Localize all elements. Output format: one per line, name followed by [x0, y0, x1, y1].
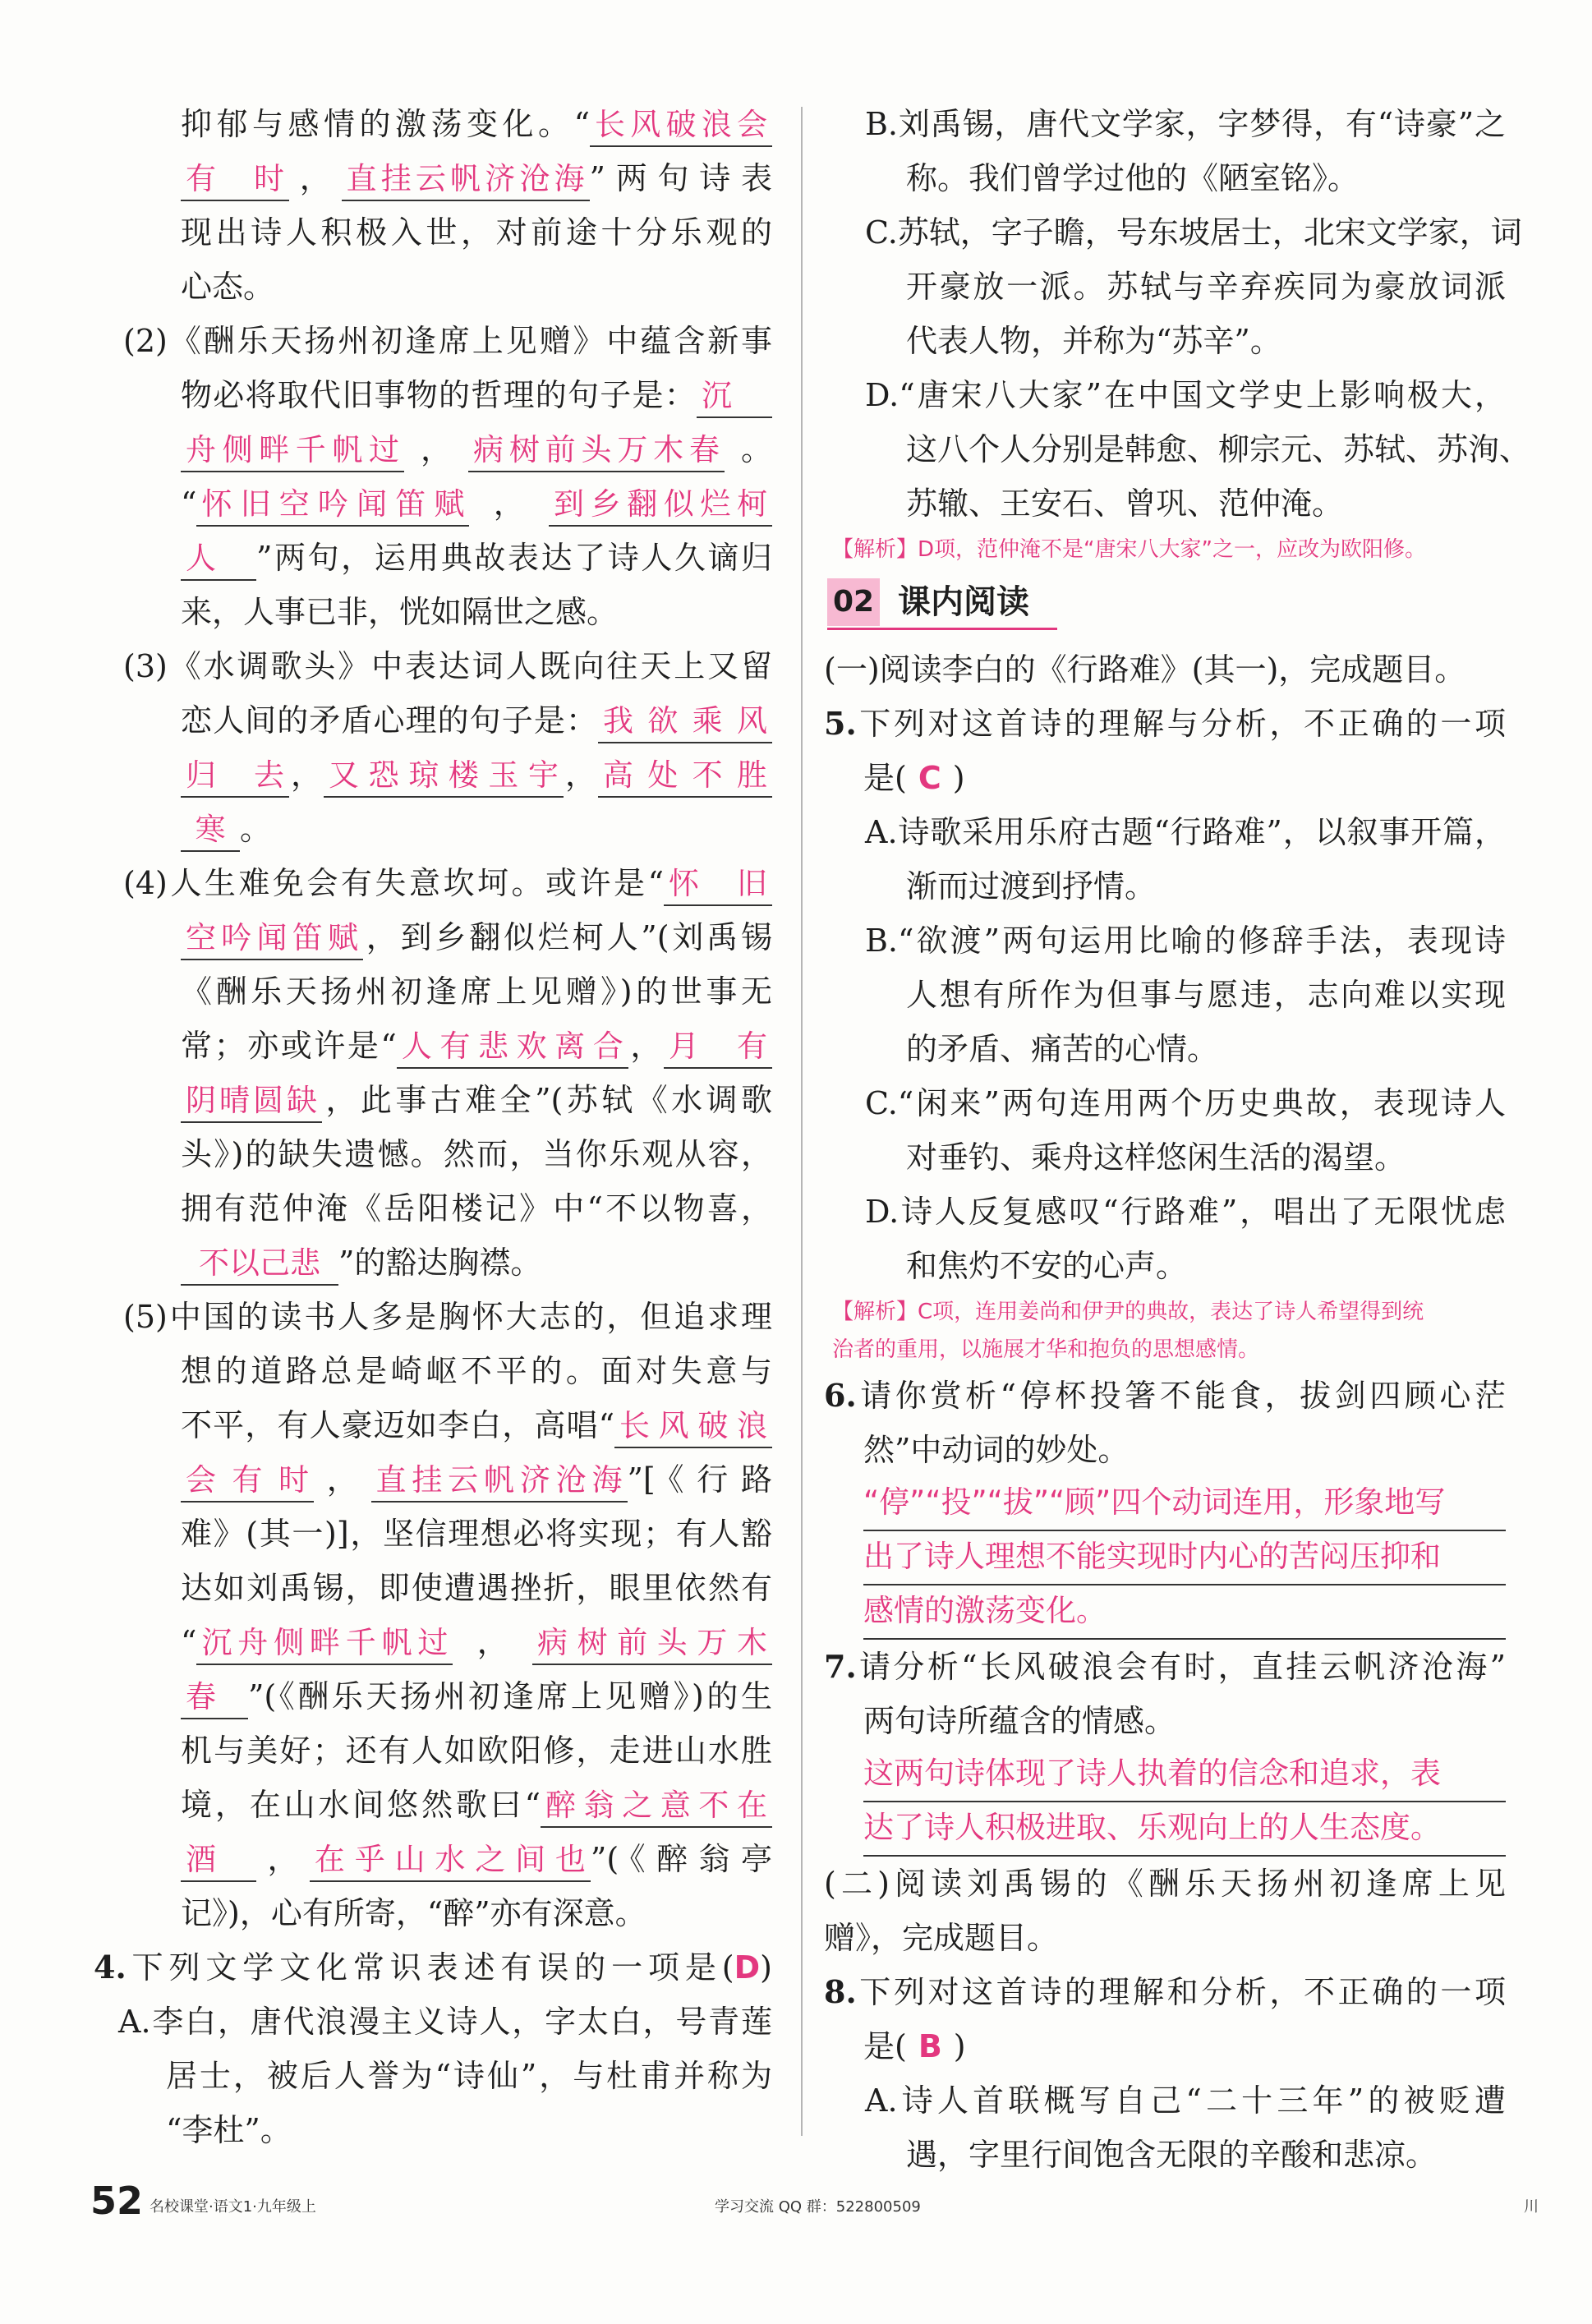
text-line: 这八个人分别是韩愈、柳宗元、苏轼、苏洵、: [906, 431, 1531, 467]
text-line: 人想有所作为但事与愿违，志向难以实现: [906, 977, 1506, 1013]
question-4: 4.下列文学文化常识表述有误的一项是(D): [94, 1949, 772, 1986]
answer-blank: 长风破浪: [614, 1406, 772, 1448]
text-line: “李杜”。: [166, 2112, 292, 2148]
analysis-note: 治者的重用，以施展才华和抱负的思想感情。: [832, 1337, 1260, 1362]
text-line: 然”中动词的妙处。: [863, 1432, 1130, 1468]
text-line: 头》)的缺失遗憾。然而，当你乐观从容，: [181, 1136, 772, 1172]
text-line: “ 沉舟侧畔千帆过 ， 病树前头万木: [123, 1615, 772, 1669]
section-header: [824, 572, 1506, 637]
text-line: 《酬乐天扬州初逢席上见赠》)的世事无: [181, 973, 772, 1010]
answer-blank: 醉翁之意不在: [541, 1785, 772, 1828]
text-line: 和焦灼不安的心声。: [906, 1248, 1188, 1284]
text-line: 开豪放一派。苏轼与辛弃疾同为豪放词派: [906, 269, 1506, 305]
section-number: 02: [827, 578, 880, 626]
option-c: C.“闲来”两句连用两个历史典故，表现诗人: [865, 1085, 1506, 1121]
question-5: 5.下列对这首诗的理解与分析，不正确的一项: [824, 705, 1506, 742]
text-line: 称。我们曾学过他的《陋室铭》。: [906, 160, 1360, 196]
text-line: 两句诗所蕴含的情感。: [863, 1703, 1176, 1739]
text-line: 来，人事已非，恍如隔世之感。: [181, 594, 619, 630]
answer-blank: 不以己悲: [181, 1243, 338, 1286]
answer-blank: 又恐琼楼玉宇: [324, 755, 564, 798]
question-8: 8.下列对这首诗的理解和分析，不正确的一项: [824, 1973, 1506, 2010]
text-line: “ 怀旧空吟闻笛赋 ， 到乡翻似烂柯: [123, 476, 772, 531]
question-6: 6.请你赏析“停杯投箸不能食，拔剑四顾心茫: [824, 1377, 1506, 1414]
text-line: 物必将取代旧事物的哲理的句子是： 沉: [123, 368, 772, 422]
text-line: 是( C ): [863, 760, 965, 796]
text-line: (2)《酬乐天扬州初逢席上见赠》中蕴含新事: [123, 323, 772, 359]
analysis-note: 【解析】D项，范仲淹不是“唐宋八大家”之一，应改为欧阳修。: [832, 537, 1426, 562]
answer-choice: B: [918, 2028, 942, 2064]
text-line: 酒 ， 在乎山水之间也 ”(《醉翁亭: [123, 1832, 772, 1886]
qq-group: 学习交流 QQ 群：522800509: [715, 2198, 921, 2216]
text-line: 归去 ， 又恐琼楼玉宇 ， 高处不胜: [123, 748, 772, 802]
answer-line: 这两句诗体现了诗人执着的信念和追求，表: [863, 1748, 1506, 1802]
answer-blank: 我欲乘风: [598, 701, 772, 743]
option-c: C.苏轼，字子瞻，号东坡居士，北宋文学家，词: [865, 214, 1522, 251]
column-divider: [801, 107, 803, 2136]
answer-blank: 病树前头万木: [532, 1622, 772, 1665]
option-a: A.诗歌采用乐府古题“行路难”，以叙事开篇，: [865, 814, 1506, 850]
text-line: 境，在山水间悠然歌曰“ 醉翁之意不在: [123, 1778, 772, 1832]
footer: [0, 2179, 1592, 2228]
text-line: 达如刘禹锡，即使遭遇挫折，眼里依然有: [181, 1570, 772, 1606]
option-d: D.诗人反复感叹“行路难”，唱出了无限忧虑: [865, 1194, 1506, 1230]
answer-blank: 高处不胜: [598, 755, 772, 798]
answer-blank: 直挂云帆济沧海: [371, 1460, 628, 1503]
text-line: 拥有范仲淹《岳阳楼记》中“不以物喜，: [181, 1190, 772, 1226]
text-line: 舟侧畔千帆过 ， 病树前头万木春 。: [123, 422, 772, 476]
answer-blank: 会有时: [181, 1460, 314, 1503]
answer-blank: 人有悲欢离合: [397, 1026, 628, 1069]
analysis-note: 【解析】C项，连用姜尚和伊尹的典故，表达了诗人希望得到统: [832, 1300, 1424, 1324]
text-line: (4)人生难免会有失意坎坷。或许是“ 怀旧: [123, 856, 772, 910]
answer-blank: 到乡翻似烂柯: [549, 484, 772, 527]
option-d: D.“唐宋八大家”在中国文学史上影响极大，: [865, 377, 1506, 413]
answer-blank: 舟侧畔千帆过: [181, 430, 404, 472]
option-b: B.“欲渡”两句运用比喻的修辞手法，表现诗: [865, 923, 1506, 959]
text-line: 心态。: [181, 269, 275, 305]
answer-line: 达了诗人积极进取、乐观向上的人生态度。: [863, 1802, 1506, 1857]
text-line: 现出诗人积极入世，对前途十分乐观的: [181, 214, 772, 251]
text-line: 寒 。: [123, 802, 772, 856]
section-underline: [827, 628, 1057, 630]
text-line: 阴晴圆缺 ，此事古难全”(苏轼《水调歌: [123, 1073, 772, 1127]
answer-blank: 月有: [664, 1026, 772, 1069]
text-line: 春 ”(《酬乐天扬州初逢席上见赠》)的生: [123, 1669, 772, 1723]
text-line: 恋人间的矛盾心理的句子是： 我欲乘风: [123, 693, 772, 748]
section-title: 课内阅读: [898, 582, 1029, 621]
text-line: (3)《水调歌头》中表达词人既向往天上又留: [123, 648, 772, 684]
answer-blank: 沉舟侧畔千帆过: [196, 1622, 453, 1665]
answer-blank: 春: [181, 1677, 248, 1719]
text-line: 渐而过渡到抒情。: [906, 868, 1157, 904]
answer-blank: 阴晴圆缺: [181, 1080, 322, 1123]
reading-instruction: (一)阅读李白的《行路难》(其一)，完成题目。: [824, 651, 1466, 688]
answer-blank: 酒: [181, 1839, 256, 1882]
answer-blank: 沉: [697, 375, 772, 418]
text-line: 是( B ): [863, 2028, 966, 2064]
text-line: 想的道路总是崎岖不平的。面对失意与: [181, 1353, 772, 1389]
book-title: 名校课堂·语文1·九年级上: [150, 2198, 316, 2216]
region-mark: 川: [1524, 2198, 1539, 2216]
answer-7: [824, 1748, 1506, 1857]
text-line: 代表人物，并称为“苏辛”。: [906, 323, 1281, 359]
answer-blank: 人: [181, 538, 256, 581]
text-line: 抑郁与感情的激荡变化。“ 长风破浪会: [123, 97, 772, 151]
text-line: 有时 ， 直挂云帆济沧海 ”两句诗表: [123, 151, 772, 205]
answer-blank: 怀旧: [664, 863, 772, 906]
answer-blank: 空吟闻笛赋: [181, 918, 363, 960]
text-line: 对垂钓、乘舟这样悠闲生活的渴望。: [906, 1139, 1406, 1176]
reading-instruction: (二)阅读刘禹锡的《酬乐天扬州初逢席上见: [824, 1866, 1506, 1902]
answer-6: [824, 1477, 1506, 1640]
answer-line: “停”“投”“拔”“顾”四个动词连用，形象地写: [863, 1477, 1506, 1531]
answer-blank: 怀旧空吟闻笛赋: [196, 484, 469, 527]
option-a: A.诗人首联概写自己“二十三年”的被贬遭: [865, 2082, 1506, 2119]
answer-blank: 病树前头万木春: [468, 430, 725, 472]
text-line: 难》(其一)]，坚信理想必将实现；有人豁: [181, 1516, 772, 1552]
text-line: 机与美好；还有人如欧阳修，走进山水胜: [181, 1733, 772, 1769]
text-line: 赠》，完成题目。: [824, 1920, 1059, 1956]
answer-choice: C: [918, 760, 941, 796]
answer-line: 感情的激荡变化。: [863, 1585, 1506, 1640]
answer-line: 出了诗人理想不能实现时内心的苦闷压抑和: [863, 1531, 1506, 1585]
answer-blank: 直挂云帆济沧海: [342, 159, 590, 201]
question-7: 7.请分析“长风破浪会有时，直挂云帆济沧海”: [824, 1648, 1506, 1685]
text-line: 居士，被后人誉为“诗仙”，与杜甫并称为: [166, 2058, 772, 2094]
text-line: 常；亦或许是“ 人有悲欢离合 ， 月有: [123, 1019, 772, 1073]
text-line: 不以己悲 ”的豁达胸襟。: [123, 1236, 772, 1290]
text-line: 会有时 ， 直挂云帆济沧海 ”[《行路: [123, 1452, 772, 1507]
text-line: 不平，有人豪迈如李白，高唱“ 长风破浪: [123, 1398, 772, 1452]
answer-blank: 归去: [181, 755, 289, 798]
right-column: [824, 97, 1531, 2182]
option-a: A.李白，唐代浪漫主义诗人，字太白，号青莲: [118, 2004, 772, 2040]
page-number: 52: [90, 2179, 144, 2223]
text-line: 人 ”两句，运用典故表达了诗人久谪归: [123, 531, 772, 585]
left-column: [94, 97, 772, 2157]
answer-blank: 寒: [181, 809, 240, 852]
answer-blank: 长风破浪会: [590, 104, 772, 147]
answer-blank: 在乎山水之间也: [310, 1839, 591, 1882]
text-line: (5)中国的读书人多是胸怀大志的，但追求理: [123, 1299, 772, 1335]
answer-choice: D: [734, 1949, 761, 1986]
answer-blank: 有时: [181, 159, 289, 201]
text-line: 记》)，心有所寄，“醉”亦有深意。: [181, 1895, 646, 1931]
option-b: B.刘禹锡，唐代文学家，字梦得，有“诗豪”之: [865, 106, 1506, 142]
text-line: 遇，字里行间饱含无限的辛酸和悲凉。: [906, 2137, 1438, 2173]
text-line: 的矛盾、痛苦的心情。: [906, 1031, 1219, 1067]
text-line: 空吟闻笛赋 ，到乡翻似烂柯人”(刘禹锡: [123, 910, 772, 964]
text-line: 苏辙、王安石、曾巩、范仲淹。: [906, 486, 1344, 522]
